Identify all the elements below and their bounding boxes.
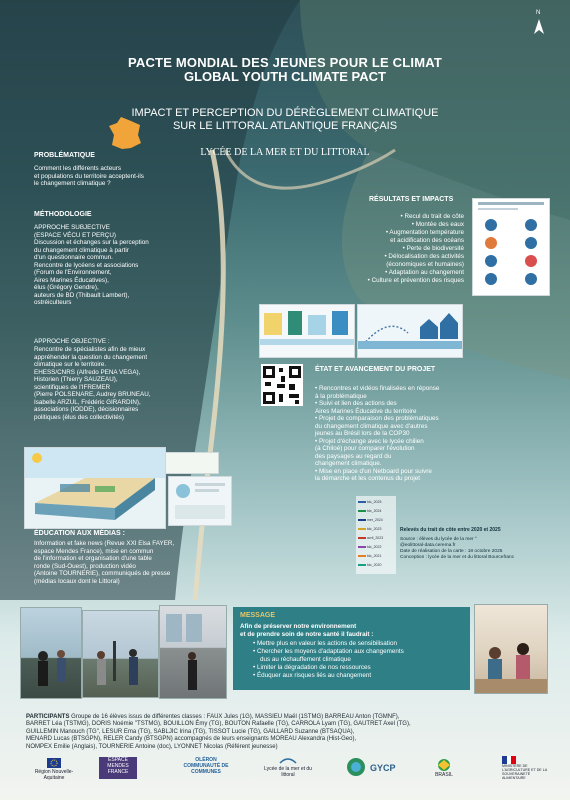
resultat-item: • Augmentation température	[385, 229, 464, 236]
school-name: LYCÉE DE LA MER ET DU LITTORAL	[200, 147, 370, 158]
message-item: • Éduquer aux risques liés au changement	[253, 672, 372, 679]
problematique-text: Comment les différents acteurs et populations du territoire acceptent-ils le changement climatique ?	[34, 165, 144, 187]
education-heading: ÉDUCATION AUX MÉDIAS :	[34, 530, 125, 537]
resultat-item: et acidification des océans	[390, 237, 464, 244]
message-item: dus au réchauffement climatique	[260, 656, 351, 663]
message-item: • Chercher les moyens d'adaptation aux changements	[253, 648, 404, 655]
ecosystem-diagram	[24, 447, 166, 529]
participants-text: Groupe de 16 élèves issus de différentes classes : FAUX Jules (1G), MASSIEU Maël (1STMG) BARREAU Anton (TGMNF), BARRET Léa (TSTMG), DORIS Noémie "TSTMG), BOUILLON Émy (TG), BOUTON Rafaelle (TG), CARROLA Lyam (TG), GAUTRET Axel (TG), GUILLEMIN Manouch (TG", LESUR Ema (TG), SABLJIC Irina (TG), TISSOT Lucie (TG), GAILLARD Suzanne (BTSAQUA), MENARD Lucas (BTSGPN), RELER Candy (BTSGPN) accompagnés de leurs enseignants MOREAU Alexandra (Hist-Geo), NOMPEX Emilie (Anglais), TOURNERIE Antoine (doc), LYONNET Nicolas (Référent jeunesse)	[26, 713, 411, 750]
legend-item: tdc_2025	[358, 498, 383, 507]
resultat-item: • Perte de biodiversité	[402, 245, 464, 252]
logo-region: Région Nouvelle-Aquitaine	[28, 758, 80, 778]
qr-code-icon[interactable]	[261, 364, 303, 406]
resultat-item: • Recul du trait de côte	[400, 213, 464, 220]
north-label: N	[536, 10, 541, 16]
objective-text: Rencontre de spécialistes afin de mieux appréhender la question du changement climatique sur le territoire. EHESS/CNRS (Alfredo PENA VEGA), Historien (Thierry SAUZEAU), scientifiques de l'IFREMER (Pierre POLSENARE, Audrey BRUNEAU, Isabelle ARZUL, Frédéric GIRARDIN), associations (IODDE), décisionnaires politiques (élus des collectivités)	[34, 346, 151, 421]
methodologie-heading: MÉTHODOLOGIE	[34, 211, 92, 218]
legend-item: tdc_2023	[358, 525, 383, 534]
resultat-item: (économiques et humaines)	[386, 261, 464, 268]
logo-gycp: GYCP	[346, 757, 406, 779]
message-item: • Limiter la dégradation de nos ressources	[253, 664, 371, 671]
message-heading: MESSAGE	[240, 612, 276, 619]
sea-level-illustration	[357, 304, 463, 358]
logo-ministere: MINISTÈRE DE L'AGRICULTURE ET DE LA SOUVERAINETÉ ALIMENTAIRE	[502, 756, 550, 780]
legend-item: tdc_2022	[358, 543, 383, 552]
releves-title: Relevés du trait de côte entre 2020 et 2025	[400, 527, 501, 533]
field-photo-3	[159, 605, 227, 699]
etat-text: • Rencontres et vidéos finalisées en réponse à la problématique • Suivi et lien des actions des Aires Marines Éducative du territoire • Projet de comparaison des problématiques du changement climatique avec d'autres jeunes au Brésil lors de la COP30 • Projet d'échange avec le lycée chilien (à Chiloé) pour comparer l'évolution des paysages au regard du changement climatique. • Mise en place d'un Netboard pour suivre la démarche et les contenus du projet	[315, 385, 440, 482]
message-panel	[233, 607, 470, 690]
logo-brasil: BRASIL	[424, 758, 464, 778]
logo-oleron: OLÉRON COMMUNAUTÉ DE COMMUNES	[183, 757, 229, 775]
legend-item: avril_2023	[358, 534, 383, 543]
resultat-item: • Montée des eaux	[411, 221, 464, 228]
message-lead: Afin de préserver notre environnement et de prendre soin de notre santé il faudrait :	[240, 623, 374, 638]
ecosystem-thumbnail	[165, 452, 219, 474]
releves-text: Source : élèves du lycée de la mer ° @eolittoral-data.cerema.fr Date de réalisation de la carte : 18 octobre 2025 Conception : lycée de la mer et du littoral Bourcefranc	[400, 537, 515, 560]
subtitle-line1: IMPACT ET PERCEPTION DU DÉRÈGLEMENT CLIMATIQUE	[131, 107, 439, 119]
north-arrow-icon	[532, 18, 546, 36]
ecosystem-chart-card	[168, 476, 232, 526]
subtitle-line2: SUR LE LITTORAL ATLANTIQUE FRANÇAIS	[172, 120, 398, 132]
legend-item: tdc_2024	[358, 507, 383, 516]
logo-lycee: Lycée de la mer et du littoral	[257, 757, 319, 779]
subjective-text: Discussion et échanges sur la perception du changement climatique à partir d'un questionnaire commun. Rencontre de lycéens et associations (Forum de l'Environnement, Aires Marines Éducatives), élus (Grégory Gendre), auteurs de BD (Thibault Lambert), ostréiculteurs	[34, 239, 149, 306]
title-line1: PACTE MONDIAL DES JEUNES POUR LE CLIMAT	[127, 55, 443, 70]
legend-item: tdc_2021	[358, 552, 383, 561]
participants-block	[26, 706, 551, 752]
coastline-legend	[356, 496, 396, 574]
classroom-photo	[474, 604, 548, 694]
title-line2: GLOBAL YOUTH CLIMATE PACT	[184, 69, 386, 84]
resultats-heading: RÉSULTATS ET IMPACTS	[369, 196, 454, 203]
etat-heading: ÉTAT ET AVANCEMENT DU PROJET	[315, 366, 436, 373]
participants-label: PARTICIPANTS	[26, 713, 70, 720]
objective-title: APPROCHE OBJECTIVE :	[34, 338, 110, 345]
results-infographic	[472, 198, 550, 296]
logo-espace-mendes-france: ESPACE MENDES FRANCE	[99, 757, 137, 779]
subjective-title: APPROCHE SUBJECTIVE (ESPACE VÉCU ET PERÇU)	[34, 224, 116, 239]
legend-item: tdc_2020	[358, 561, 383, 570]
resultat-item: • Adaptation au changement	[385, 269, 464, 276]
message-item: • Mettre plus en valeur les actions de sensibilisation	[253, 640, 397, 647]
legend-item: mer_2024	[358, 516, 383, 525]
coastal-illustration	[259, 304, 355, 358]
resultat-item: • Culture et prévention des risques	[367, 277, 464, 284]
resultat-item: • Délocalisation des activités	[384, 253, 464, 260]
field-photo-2	[82, 610, 159, 698]
france-map-icon	[107, 115, 143, 151]
problematique-heading: PROBLÉMATIQUE	[34, 152, 95, 159]
field-photo-1	[20, 607, 82, 699]
education-text: Information et fake news (Revue XXI Elsa FAYER, espace Mendes France), mise en commun de l'information et organisation d'une table ronde (Sud-Ouest), production vidéo (Antoine TOURNERIE), communiqués de presse (médias locaux dont le Littoral)	[34, 540, 175, 585]
